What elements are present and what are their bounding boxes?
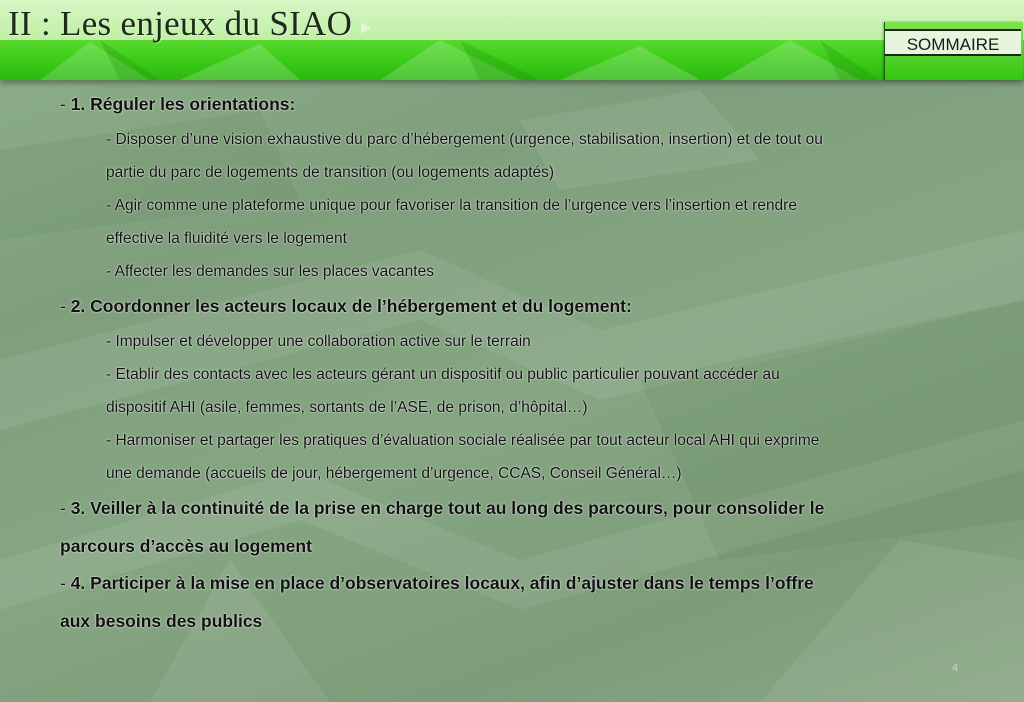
section-1-item-1-line-2: partie du parc de logements de transition (ou logements adaptés)	[106, 164, 555, 181]
section-4-heading-line-2: aux besoins des publics	[60, 611, 263, 631]
section-1-item-2-line-1: - Agir comme une plateforme unique pour favoriser la transition de l’urgence vers l’insertion et rendre	[106, 197, 797, 214]
page-number: 4	[952, 662, 959, 674]
page-title: II : Les enjeux du SIAO	[8, 4, 353, 43]
section-1-item-1-line-1: - Disposer d’une vision exhaustive du parc d’hébergement (urgence, stabilisation, insertion) et de tout ou	[106, 131, 823, 148]
section-3-heading-line-1: - 3. Veiller à la continuité de la prise en charge tout au long des parcours, pour consolider le	[60, 498, 825, 518]
section-1-heading: - 1. Réguler les orientations:	[60, 94, 296, 114]
section-2-item-3-line-2: une demande (accueils de jour, hébergement d’urgence, CCAS, Conseil Général…)	[106, 465, 682, 482]
section-3-heading-line-2: parcours d’accès au logement	[60, 536, 312, 556]
section-2-item-2-line-2: dispositif AHI (asile, femmes, sortants de l’ASE, de prison, d’hôpital…)	[106, 399, 588, 416]
sommaire-button[interactable]: SOMMAIRE	[885, 29, 1021, 56]
section-1-item-3-line-1: - Affecter les demandes sur les places vacantes	[106, 263, 434, 280]
section-4-heading-line-1: - 4. Participer à la mise en place d’observatoires locaux, afin d’ajuster dans le temps l’offre	[60, 573, 814, 593]
section-2-item-1-line-1: - Impulser et développer une collaboration active sur le terrain	[106, 333, 531, 350]
section-2-item-3-line-1: - Harmoniser et partager les pratiques d’évaluation sociale réalisée par tout acteur local AHI qui exprime	[106, 432, 820, 449]
section-1-item-2-line-2: effective la fluidité vers le logement	[106, 230, 347, 247]
section-2-heading: - 2. Coordonner les acteurs locaux de l’hébergement et du logement:	[60, 296, 632, 316]
section-2-item-2-line-1: - Etablir des contacts avec les acteurs gérant un dispositif ou public particulier pouvant accéder au	[106, 366, 780, 383]
